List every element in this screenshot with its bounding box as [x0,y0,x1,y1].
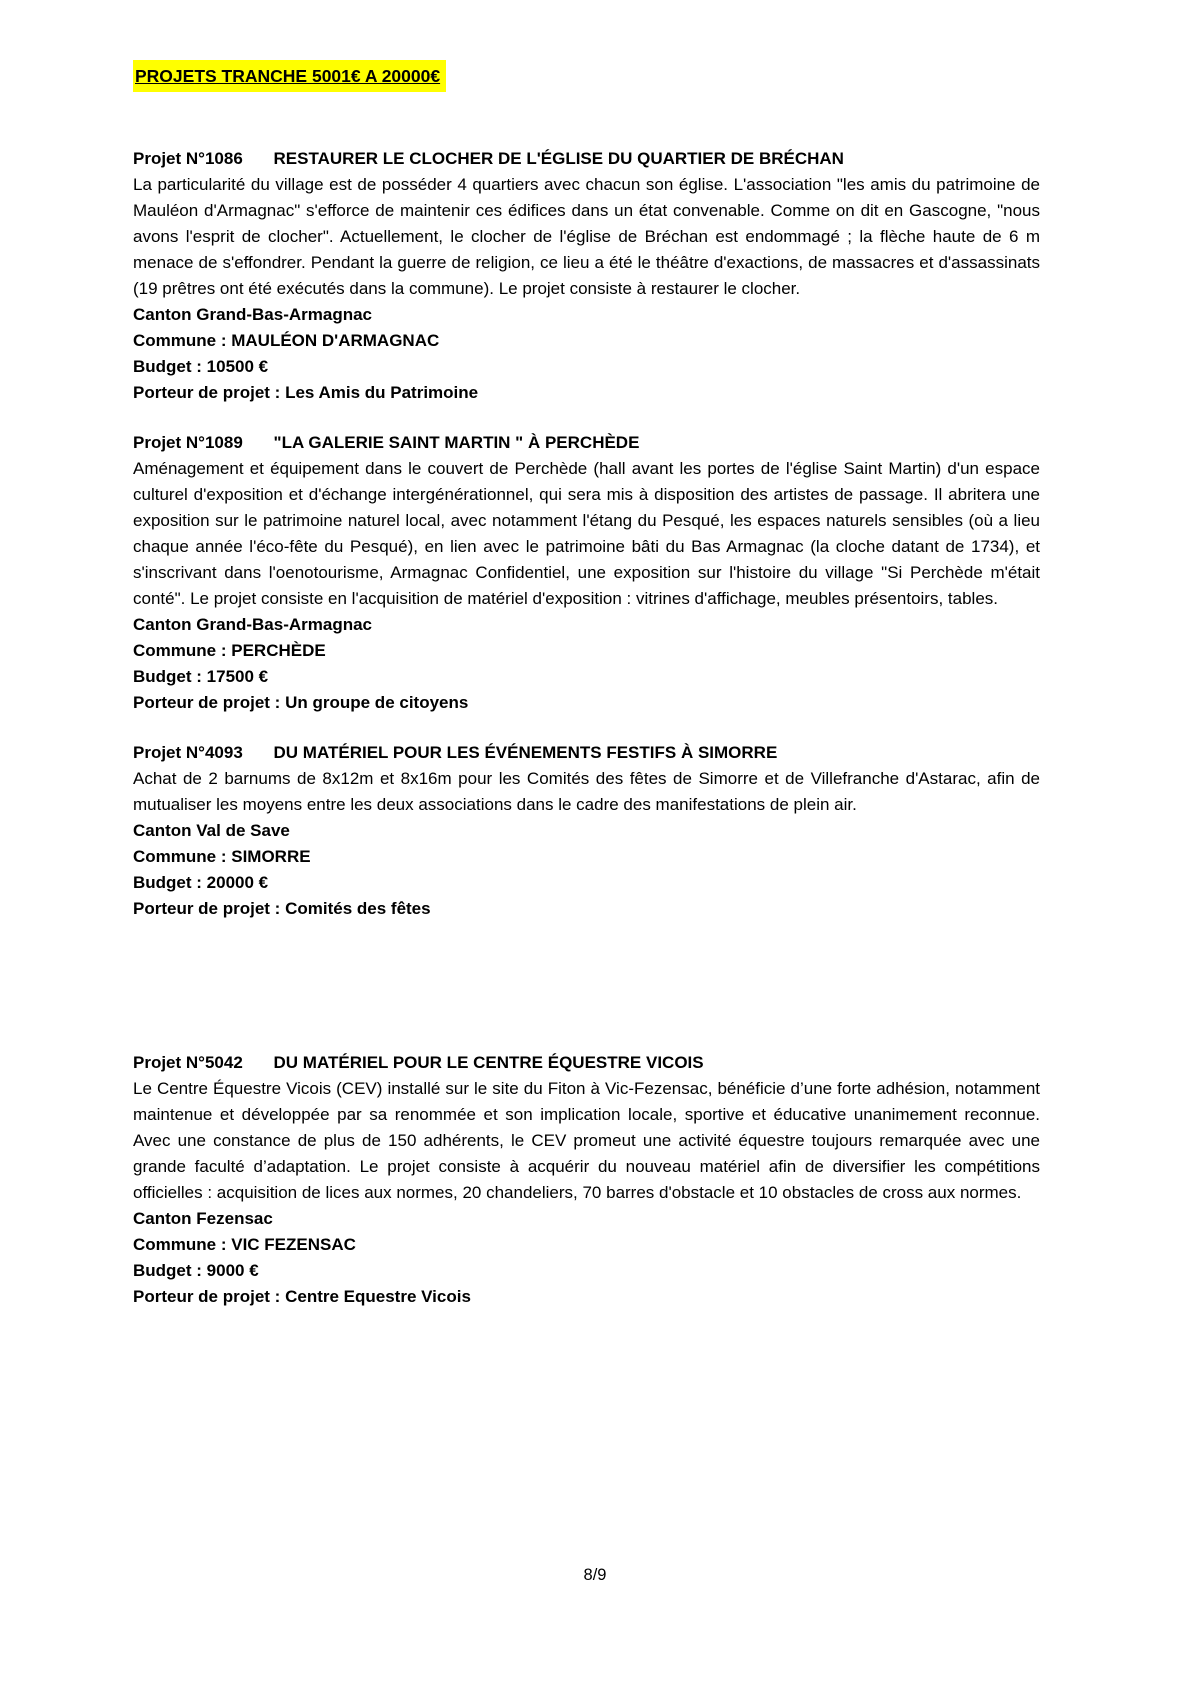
project-description: Achat de 2 barnums de 8x12m et 8x16m pour les Comités des fêtes de Simorre et de Villefranche d'Astarac, afin de mutualiser les moyens entre les deux associations dans le cadre des manifestations de plein air. [133,769,1040,814]
canton-line [133,302,1040,328]
project-entry [133,1050,1040,1310]
porteur-line [133,380,1040,406]
canton-line [133,1206,1040,1232]
porteur-value: Un groupe de citoyens [285,693,469,712]
project-title: DU MATÉRIEL POUR LES ÉVÉNEMENTS FESTIFS À SIMORRE [273,743,778,762]
canton-line [133,818,1040,844]
project-header [133,430,1040,456]
porteur-line [133,690,1040,716]
project-header [133,740,1040,766]
project-header [133,146,1040,172]
commune-value: PERCHÈDE [231,641,326,660]
project-description: Aménagement et équipement dans le couvert de Perchède (hall avant les portes de l'église Saint Martin) d'un espace culturel d'exposition et d'échange intergénérationnel, qui sera mis à disposition des artistes de passage. Il abritera une exposition sur le patrimoine naturel local, avec notamment l'étang du Pesqué, les espaces naturels sensibles (où a lieu chaque année l'éco-fête du Pesqué), en lien avec le patrimoine bâti du Bas Armagnac (la cloche datant de 1734), et s'inscrivant dans l'oenotourisme, Armagnac Confidentiel, une exposition sur l'histoire du village "Si Perchède m'était conté". Le projet consiste en l'acquisition de matériel d'exposition : vitrines d'affichage, meubles présentoirs, tables. [133,459,1040,608]
commune-label: Commune : [133,847,227,866]
commune-line [133,328,1040,354]
project-description: Le Centre Équestre Vicois (CEV) installé sur le site du Fiton à Vic-Fezensac, bénéficie d’une forte adhésion, notamment maintenue et développée par sa renommée et son implication locale, sportive et éducative unanimement reconnue. Avec une constance de plus de 150 adhérents, le CEV promeut une activité équestre toujours remarquée avec une grande faculté d’adaptation. Le projet consiste à acquérir du nouveau matériel afin de diversifier les compétitions officielles : acquisition de lices aux normes, 20 chandeliers, 70 barres d'obstacle et 10 obstacles de cross aux normes. [133,1079,1040,1202]
project-title: "LA GALERIE SAINT MARTIN " À PERCHÈDE [273,433,640,452]
budget-value: 10500 € [206,357,269,376]
project-entry [133,740,1040,922]
porteur-label: Porteur de projet : [133,693,281,712]
canton-label: Canton [133,1209,192,1228]
budget-value: 9000 € [206,1261,259,1280]
canton-value: Fezensac [196,1209,273,1228]
document-title [133,60,1040,92]
project-number: Projet N°5042 [133,1053,243,1072]
commune-label: Commune : [133,331,227,350]
document-title-text: PROJETS TRANCHE 5001€ A 20000€ [133,60,446,92]
project-title: RESTAURER LE CLOCHER DE L'ÉGLISE DU QUARTIER DE BRÉCHAN [273,149,844,168]
commune-line [133,1232,1040,1258]
commune-line [133,844,1040,870]
page-number: 8/9 [583,1566,607,1584]
canton-value: Grand-Bas-Armagnac [196,615,372,634]
project-title: DU MATÉRIEL POUR LE CENTRE ÉQUESTRE VICOIS [273,1053,704,1072]
porteur-line [133,896,1040,922]
budget-label: Budget : [133,357,202,376]
budget-line [133,870,1040,896]
porteur-line [133,1284,1040,1310]
commune-value: SIMORRE [231,847,311,866]
commune-label: Commune : [133,641,227,660]
page-footer [0,1562,1190,1588]
porteur-label: Porteur de projet : [133,899,281,918]
project-number: Projet N°1089 [133,433,243,452]
project-entry [133,430,1040,716]
budget-line [133,354,1040,380]
canton-value: Grand-Bas-Armagnac [196,305,372,324]
porteur-value: Centre Equestre Vicois [285,1287,471,1306]
project-description: La particularité du village est de posséder 4 quartiers avec chacun son église. L'association "les amis du patrimoine de Mauléon d'Armagnac" s'efforce de maintenir ces édifices dans un état convenable. Comme on dit en Gascogne, "nous avons l'esprit de clocher". Actuellement, le clocher de l'église de Bréchan est endommagé ; la flèche haute de 6 m menace de s'effondrer. Pendant la guerre de religion, ce lieu a été le théâtre d'exactions, de massacres et d'assassinats (19 prêtres ont été exécutés dans la commune). Le projet consiste à restaurer le clocher. [133,175,1040,298]
budget-line [133,1258,1040,1284]
commune-value: VIC FEZENSAC [231,1235,356,1254]
project-number: Projet N°4093 [133,743,243,762]
project-header [133,1050,1040,1076]
budget-label: Budget : [133,873,202,892]
porteur-label: Porteur de projet : [133,1287,281,1306]
budget-label: Budget : [133,667,202,686]
commune-label: Commune : [133,1235,227,1254]
canton-label: Canton [133,821,192,840]
porteur-value: Comités des fêtes [285,899,431,918]
canton-line [133,612,1040,638]
canton-label: Canton [133,305,192,324]
project-number: Projet N°1086 [133,149,243,168]
canton-value: Val de Save [196,821,290,840]
budget-value: 17500 € [206,667,269,686]
budget-value: 20000 € [206,873,269,892]
canton-label: Canton [133,615,192,634]
porteur-value: Les Amis du Patrimoine [285,383,479,402]
commune-line [133,638,1040,664]
commune-value: MAULÉON D'ARMAGNAC [231,331,440,350]
porteur-label: Porteur de projet : [133,383,281,402]
budget-line [133,664,1040,690]
budget-label: Budget : [133,1261,202,1280]
project-entry [133,146,1040,406]
